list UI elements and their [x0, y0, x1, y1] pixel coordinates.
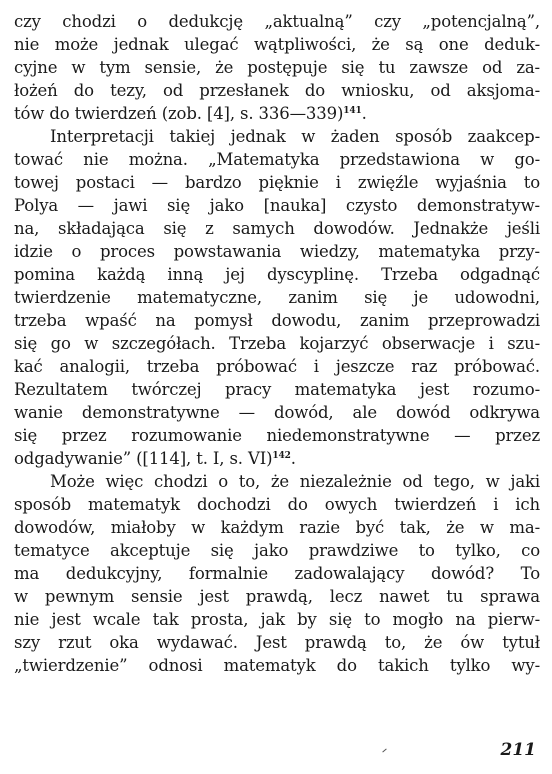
- text-line: [14, 562, 540, 585]
- line-text: wanie demonstratywne — dowód, ale dowód odkrywa: [14, 403, 540, 422]
- line-text: na, składająca się z samych dowodów. Jednakże jeśli: [14, 219, 540, 238]
- text-line: [14, 79, 540, 102]
- line-text: łożeń do tezy, od przesłanek do wniosku, od aksjoma-: [14, 81, 540, 100]
- line-text: trzeba wpaść na pomysł dowodu, zanim przeprowadzi: [14, 311, 540, 330]
- text-line: [14, 194, 540, 217]
- text-line: [14, 539, 540, 562]
- line-punctuation: .: [290, 449, 296, 468]
- text-line: [14, 102, 540, 125]
- line-text: odgadywanie” ([114], t. I, s. VI): [14, 449, 273, 468]
- line-text: tować nie można. „Matematyka przedstawiona w go-: [14, 150, 540, 169]
- book-page: [14, 10, 540, 764]
- line-text: czy chodzi o dedukcję „aktualną” czy „potencjalną”,: [14, 12, 540, 31]
- line-text: Rezultatem twórczej pracy matematyka jest rozumo-: [14, 380, 540, 399]
- text-line: [14, 493, 540, 516]
- text-line: [14, 608, 540, 631]
- text-line: [14, 654, 540, 677]
- footnote-ref: 142: [272, 451, 291, 461]
- line-text: Interpretacji takiej jednak w żaden sposób zaakcep-: [50, 127, 540, 146]
- text-line: [14, 148, 540, 171]
- text-line: [14, 286, 540, 309]
- line-text: tematyce akceptuje się jako prawdziwe to tylko, co: [14, 541, 540, 560]
- line-text: pomina każdą inną jej dyscyplinę. Trzeba odgadnąć: [14, 265, 540, 284]
- line-text: twierdzenie matematyczne, zanim się je udowodni,: [14, 288, 540, 307]
- line-text: cyjne w tym sensie, że postępuje się tu zawsze od za-: [14, 58, 540, 77]
- line-text: towej postaci — bardzo pięknie i zwięźle wyjaśnia to: [14, 173, 540, 192]
- line-text: tów do twierdzeń (zob. [4], s. 336—339): [14, 104, 344, 123]
- line-text: ma dedukcyjny, formalnie zadowalający dowód? To: [14, 564, 540, 583]
- line-text: się przez rozumowanie niedemonstratywne — przez: [14, 426, 540, 445]
- line-text: dowodów, miałoby w każdym razie być tak, że w ma-: [14, 518, 540, 537]
- text-line: [14, 217, 540, 240]
- text-line: [14, 309, 540, 332]
- text-line: [14, 56, 540, 79]
- text-line: [14, 332, 540, 355]
- line-text: nie może jednak ulegać wątpliwości, że są one deduk-: [14, 35, 540, 54]
- line-text: Może więc chodzi o to, że niezależnie od tego, w jaki: [50, 472, 540, 491]
- text-line: [14, 33, 540, 56]
- text-line: [14, 585, 540, 608]
- text-line: [14, 401, 540, 424]
- text-line: [14, 516, 540, 539]
- line-text: kać analogii, trzeba próbować i jeszcze raz próbować.: [14, 357, 540, 376]
- stray-mark: [382, 749, 386, 753]
- line-text: w pewnym sensie jest prawdą, lecz nawet tu sprawa: [14, 587, 540, 606]
- page-number: 211: [500, 740, 536, 760]
- line-text: się go w szczegółach. Trzeba kojarzyć obserwacje i szu-: [14, 334, 540, 353]
- footnote-ref: 141: [343, 106, 362, 116]
- text-line: [14, 447, 540, 470]
- text-line: [14, 171, 540, 194]
- line-punctuation: .: [361, 104, 367, 123]
- body-text: [14, 10, 540, 677]
- text-line: [14, 424, 540, 447]
- text-line: [14, 263, 540, 286]
- line-text: idzie o proces powstawania wiedzy, matematyka przy-: [14, 242, 540, 261]
- text-line: [14, 631, 540, 654]
- text-line: [14, 125, 540, 148]
- text-line: [14, 10, 540, 33]
- text-line: [14, 378, 540, 401]
- text-line: [14, 355, 540, 378]
- text-line: [14, 240, 540, 263]
- line-text: szy rzut oka wydawać. Jest prawdą to, że ów tytuł: [14, 633, 540, 652]
- line-text: „twierdzenie” odnosi matematyk do takich tylko wy-: [14, 656, 540, 675]
- line-text: Polya — jawi się jako [nauka] czysto demonstratyw-: [14, 196, 540, 215]
- line-text: sposób matematyk dochodzi do owych twierdzeń i ich: [14, 495, 540, 514]
- text-line: [14, 470, 540, 493]
- line-text: nie jest wcale tak prosta, jak by się to mogło na pierw-: [14, 610, 540, 629]
